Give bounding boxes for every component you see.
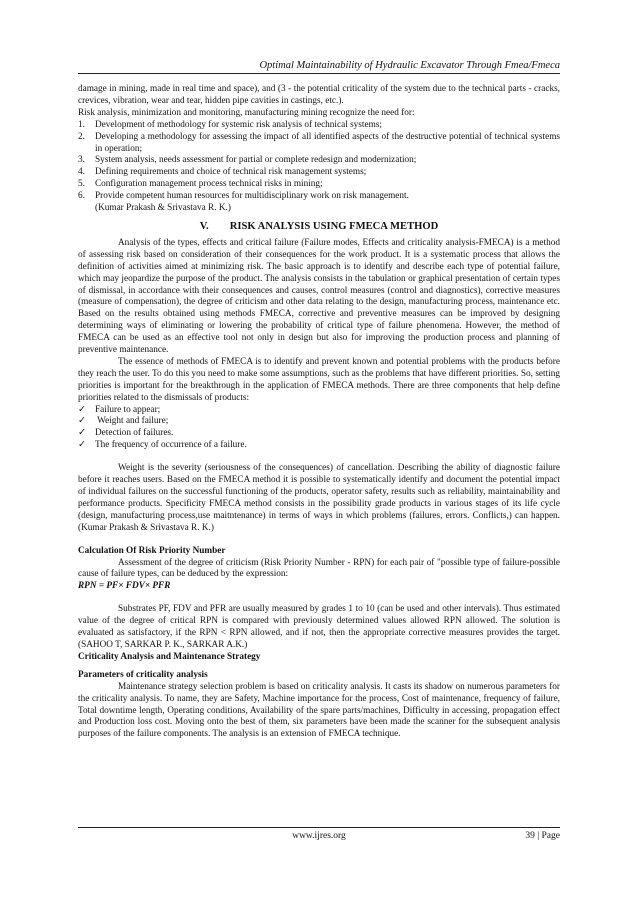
criticality-heading: Criticality Analysis and Maintenance Strategy (78, 651, 261, 662)
page-footer (78, 827, 560, 841)
section-title: RISK ANALYSIS USING FMECA METHOD (229, 220, 439, 232)
priority-components-list (78, 405, 560, 453)
running-title: Optimal Maintainability of Hydraulic Excavator Through Fmea/Fmeca (259, 60, 560, 71)
checkmark-icon: ✓ (78, 440, 86, 451)
fmeca-paragraph-1: Analysis of the types, effects and critical failure (Failure modes, Effects and criticality analysis-FMECA) is a method of assessing risk based on consideration of their consequences for the work product. It is a systematic process that allows the definition of activities aimed at minimizing risk. The basic approach is to identify and describe each type of potential failure, which may jeopardize the purpose of the product. The analysis consists in the tabulation or graphical presentation of certain types of dismissal, in accordance with their consequences and causes, control measures (control and diagnostics), corrective measures (measure of compensation), the degree of criticism and other data relating to the design, manufacturing process, maintenance etc. Based on the results obtained using methods FMECA, corrective and preventive measures can be improved by designing determining ways of eliminating or lowering the probability of critical type of failure phenomena. However, the method of FMECA can be used as an effective tool not only in design but also for improving the production process and planning of preventive maintenance. (78, 237, 560, 356)
section-number: V. (199, 220, 209, 232)
rpn-heading: Calculation Of Risk Priority Number (78, 545, 226, 556)
rpn-formula: RPN = PF× FDV× PFR (78, 581, 171, 592)
rpn-paragraph-2: Substrates PF, FDV and PFR are usually measured by grades 1 to 10 (can be used and other intervals). Thus estimated value of the degree of critical RPN is compared with previously determined values allowed RPN allowed. The solution is evaluated as satisfactory, if the RPN < RPN allowed, and if not, then the appropriate corrective measures provides the target. (SAHOO T, SARKAR P. K., SARKAR A.K.) (78, 604, 560, 650)
page-body (78, 84, 560, 741)
fmeca-paragraph-2: The essence of methods of FMECA is to identify and prevent known and potential problems with the products before they reach the user. To do this you need to make some assumptions, such as the problems that have different priorities. So, setting priorities is important for the breakthrough in the application of FMECA methods. There are three components that help define priorities related to the dismissals of products: (78, 356, 560, 403)
rpn-paragraph-1: Assessment of the degree of criticism (Risk Priority Number - RPN) for each pair of "possible type of failure-possible cause of failure types, can be deduced by the expression: (78, 557, 560, 580)
checkmark-icon: ✓ (78, 416, 86, 427)
intro-citation: (Kumar Prakash & Srivastava R. K.) (95, 203, 231, 214)
journal-url: www.ijres.org (292, 831, 346, 841)
criticality-paragraph: Maintenance strategy selection problem is based on criticality analysis. It casts its shadow on numerous parameters for the criticality analysis. To name, they are Safety, Machine importance for the process, Cost of maintenance, frequency of failure, Total downtime length, Operating conditions, Availability of the spare parts/machines, Difficulty in accessing, propagation effect and Production loss cost. Moving onto the best of them, six parameters have been made the scanner for the subsequent analysis purposes of the failure components. The analysis is an extension of FMECA technique. (78, 681, 560, 740)
list-item: ✓ The frequency of occurrence of a failure. (78, 440, 247, 451)
list-item: 3. System analysis, needs assessment for partial or complete redesign and modernization; (78, 155, 417, 166)
intro-paragraph: damage in mining, made in real time and space), and (3 - the potential criticality of the system due to the technical parts - cracks, crevices, vibration, wear and tear, hidden pipe cavities in castings, etc.). (78, 84, 560, 106)
list-item: 4. Defining requirements and choice of technical risk management systems; (78, 167, 367, 178)
needs-list (78, 120, 560, 203)
running-header (78, 60, 560, 74)
intro-lead: Risk analysis, minimization and monitoring, manufacturing mining recognize the need for: (78, 107, 415, 118)
fmeca-paragraph-3: Weight is the severity (seriousness of the consequences) of cancellation. Describing the ability of diagnostic failure before it reaches users. Based on the FMECA method it is possible to systematically identify and document the potential impact of individual failures on the successful functioning of the products, operator safety, results such as reliability, maintainability and performance products. Specificity FMECA method consists in the possibility grade products in various stages of its life cycle (design, manufacturing process,use maitntenance) in terms of ways in which problems (failures, errors. Conflicts,) can happen. (Kumar Prakash & Srivastava R. K.) (78, 463, 560, 533)
section-heading (78, 221, 560, 233)
list-item: 1. Development of methodology for systemic risk analysis of technical systems; (78, 119, 382, 130)
list-item: 5. Configuration management process technical risks in mining; (78, 179, 323, 190)
list-item: ✓ Detection of failures. (78, 428, 174, 439)
list-item: 6. Provide competent human resources for multidisciplinary work on risk management. (78, 191, 409, 202)
list-item: 2. Developing a methodology for assessing the impact of all identified aspects of the destructive potential of technical systems in operation; (78, 131, 560, 154)
checkmark-icon: ✓ (78, 404, 86, 415)
list-item: ✓ Failure to appear; (78, 404, 161, 415)
checkmark-icon: ✓ (78, 428, 86, 439)
page-number: 39 | Page (525, 831, 560, 841)
list-item: ✓ Weight and failure; (78, 416, 169, 427)
criticality-subheading: Parameters of criticality analysis (78, 669, 208, 680)
